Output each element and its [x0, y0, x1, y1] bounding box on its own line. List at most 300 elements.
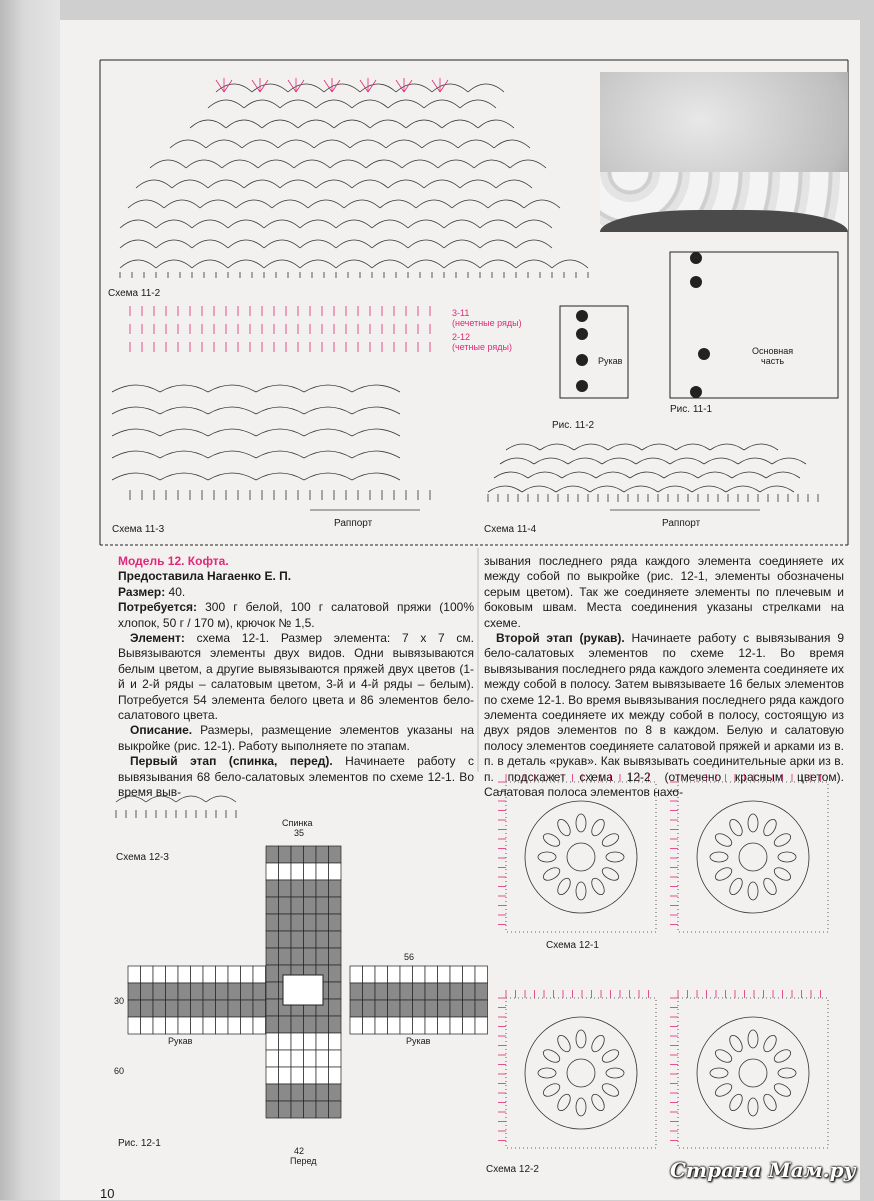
sleeve-right-label: Рукав — [406, 1036, 431, 1046]
pattern-element — [291, 931, 304, 948]
motif-petal — [727, 1033, 745, 1054]
schema-11-2-arc — [136, 180, 172, 188]
schema-11-2-arc — [352, 100, 388, 108]
motif-ring — [697, 801, 809, 913]
motif-petal — [555, 1092, 573, 1113]
fig-12-1-caption: Рис. 12-1 — [118, 1138, 161, 1149]
motif-square — [678, 998, 828, 1148]
schema-11-3-arc — [304, 429, 352, 436]
motif-petal — [576, 882, 586, 900]
pattern-element — [266, 931, 279, 948]
pattern-element — [128, 1017, 141, 1034]
pattern-element — [216, 1000, 229, 1017]
schema-11-2-arc — [422, 140, 458, 148]
pattern-element — [329, 1101, 342, 1118]
schema-11-2-arc — [164, 200, 200, 208]
motif-petal — [713, 865, 734, 883]
schema-11-3-caption: Схема 11-3 — [112, 524, 165, 535]
pattern-element — [316, 846, 329, 863]
schema-11-2-arc — [460, 100, 496, 108]
schema-11-2-arc — [352, 180, 388, 188]
schema-11-3-arc — [256, 385, 304, 392]
pattern-element — [425, 1000, 438, 1017]
motif-petal — [576, 814, 586, 832]
pattern-element — [425, 966, 438, 983]
pattern-element — [141, 1017, 154, 1034]
pattern-element — [203, 983, 216, 1000]
pattern-element — [438, 1000, 451, 1017]
pattern-element — [425, 983, 438, 1000]
element-number-badge — [690, 276, 702, 288]
pattern-element — [329, 863, 342, 880]
pattern-element — [400, 983, 413, 1000]
schema-11-2-arc — [336, 240, 372, 248]
element-number-badge — [690, 386, 702, 398]
pattern-element — [191, 1000, 204, 1017]
schema-11-2-arc — [300, 220, 336, 228]
schema-11-2-arc — [316, 100, 352, 108]
schema-11-2-arc — [222, 160, 258, 168]
schema-11-4-arc — [488, 486, 522, 492]
schema-11-3-arc — [208, 429, 256, 436]
pattern-element — [279, 1084, 292, 1101]
pattern-element — [203, 1017, 216, 1034]
schema-11-2-arc — [350, 140, 386, 148]
pattern-element — [413, 1017, 426, 1034]
schema-11-2-arc — [120, 240, 156, 248]
schema-11-2-arc — [236, 200, 272, 208]
schema-11-2-arc — [408, 240, 444, 248]
schema-11-2-arc — [388, 100, 424, 108]
pattern-element — [329, 948, 342, 965]
motif-petal — [761, 1033, 779, 1054]
schema-11-2-arc — [386, 140, 422, 148]
schema-11-2-arc — [170, 140, 206, 148]
pattern-element — [166, 1017, 179, 1034]
pattern-element — [316, 1050, 329, 1067]
pattern-element — [178, 966, 191, 983]
schema-11-3-arc — [160, 385, 208, 392]
pattern-element — [291, 948, 304, 965]
schema-11-3-arc — [160, 451, 208, 458]
pattern-element — [463, 1017, 476, 1034]
stage1-continuation: зывания последнего ряда каждого элемента соединяете их между собой по выкройке (рис. 12-1, элементы обозначены серым цветом). Так же соединяете элементы по плечевым и боковым швам. Места соединения указаны стрелками на схеме. — [484, 554, 844, 630]
pattern-element — [266, 846, 279, 863]
pattern-element — [266, 1084, 279, 1101]
schema-11-2-arc — [474, 160, 510, 168]
schema-11-2-arc — [156, 240, 192, 248]
schema-11-3-arc — [256, 429, 304, 436]
pattern-element — [279, 1067, 292, 1084]
pattern-element — [329, 846, 342, 863]
schema-11-2-arc — [314, 140, 350, 148]
schema-11-4-arc — [760, 486, 794, 492]
schema-11-4-arc — [596, 472, 630, 478]
pattern-element — [316, 1067, 329, 1084]
schema-11-3-arc — [352, 429, 400, 436]
pattern-element — [253, 966, 266, 983]
schema-11-2-arc — [244, 100, 280, 108]
pattern-element — [388, 983, 401, 1000]
stage1-value: Начинаете работу с вывязывания 68 бело-салатовых элементов по схеме 12-1. Во время выв- — [118, 754, 474, 800]
pattern-element — [266, 897, 279, 914]
schema-11-4-caption: Схема 11-4 — [484, 524, 537, 535]
motif-petal — [600, 1047, 621, 1065]
pattern-element — [178, 983, 191, 1000]
schema-11-3-arc — [112, 385, 160, 392]
pattern-element — [266, 1101, 279, 1118]
pattern-element — [388, 966, 401, 983]
element-number-badge — [576, 328, 588, 340]
description-value: Размеры, размещение элементов указаны на выкройке (рис. 12-1). Работу выполняете по этапам. — [118, 723, 474, 753]
schema-11-4-arc — [664, 472, 698, 478]
pattern-element — [413, 1000, 426, 1017]
schema-11-3-arc — [352, 451, 400, 458]
pattern-element — [413, 983, 426, 1000]
schema-11-2-arc — [480, 220, 516, 228]
even-rows-label: 2-12 (четные ряды) — [452, 332, 512, 352]
pattern-element — [463, 983, 476, 1000]
pattern-element — [266, 914, 279, 931]
element-number-badge — [690, 252, 702, 264]
pattern-element — [128, 966, 141, 983]
pattern-element — [279, 897, 292, 914]
pattern-element — [329, 931, 342, 948]
schema-11-2-arc — [334, 120, 370, 128]
pattern-element — [375, 966, 388, 983]
motif-petal — [713, 831, 734, 849]
motif-petal — [772, 865, 793, 883]
schema-11-2-arc — [336, 260, 372, 268]
motif-petal — [541, 831, 562, 849]
schema-11-3-arc — [304, 451, 352, 458]
pattern-element — [438, 966, 451, 983]
pattern-element — [279, 880, 292, 897]
pattern-element — [291, 846, 304, 863]
schema-11-4-arc — [602, 458, 636, 464]
article-column-1 — [118, 554, 474, 801]
pattern-element — [304, 914, 317, 931]
schema-11-2-arc — [444, 220, 480, 228]
pattern-element — [475, 1017, 488, 1034]
pattern-element — [463, 966, 476, 983]
schema-11-2-arc — [128, 200, 164, 208]
pattern-element — [153, 983, 166, 1000]
schema-11-2-arc — [458, 140, 494, 148]
schema-11-3-arc — [352, 473, 400, 480]
schema-11-2-arc — [552, 260, 588, 268]
pattern-element — [375, 1017, 388, 1034]
pattern-element — [266, 1033, 279, 1050]
schema-11-2-arc — [444, 240, 480, 248]
element-number-badge — [576, 310, 588, 322]
schema-11-2-arc — [264, 220, 300, 228]
pattern-element — [241, 1017, 254, 1034]
schema-11-3-arc — [304, 407, 352, 414]
schema-11-3-arc — [304, 385, 352, 392]
element-number-badge — [576, 380, 588, 392]
pattern-element — [363, 1000, 376, 1017]
pattern-element — [228, 983, 241, 1000]
schema-11-2-arc — [242, 140, 278, 148]
motif-ring — [525, 801, 637, 913]
pattern-element — [203, 966, 216, 983]
pattern-element — [216, 966, 229, 983]
pattern-element — [228, 966, 241, 983]
element-number-badge — [576, 354, 588, 366]
fig-11-2-caption: Рис. 11-2 — [552, 420, 595, 431]
pattern-element — [153, 1000, 166, 1017]
schema-11-2-arc — [192, 220, 228, 228]
pattern-element — [304, 1084, 317, 1101]
pattern-element — [304, 863, 317, 880]
site-watermark: Страна Мам.ру — [670, 1158, 856, 1182]
schema-11-2-arc — [372, 220, 408, 228]
schema-11-4-arc — [624, 486, 658, 492]
schema-11-2-arc — [478, 120, 514, 128]
pattern-element — [363, 966, 376, 983]
pattern-element — [166, 983, 179, 1000]
motif-center — [739, 1059, 767, 1087]
pattern-element — [241, 1000, 254, 1017]
motif-petal — [576, 1030, 586, 1048]
schema-11-2-arc — [294, 160, 330, 168]
motif-petal — [761, 876, 779, 897]
schema-11-4-arc — [540, 444, 574, 450]
schema-11-2-arc — [388, 180, 424, 188]
pattern-element — [228, 1000, 241, 1017]
schema-11-3-arc — [208, 473, 256, 480]
motif-ring — [525, 1017, 637, 1129]
motif-petal — [713, 1081, 734, 1099]
motif-petal — [555, 876, 573, 897]
pattern-element — [216, 983, 229, 1000]
pattern-element — [304, 948, 317, 965]
element-value: схема 12-1. Размер элемента: 7 х 7 см. Вывязываются элементы двух видов. Одни вывязываются белым цветом, а другие вывязываются пряжей двух цветов (1-й и 2-й ряды – салатовым цветом, 3-й и 4-й ряды – белым). Потребуется 54 элемента белого цвета и 86 элементов бело-салатового цвета. — [118, 631, 474, 723]
schema-11-2-arc — [408, 260, 444, 268]
sleeve-left-label: Рукав — [168, 1036, 193, 1046]
schema-11-2-arc — [228, 220, 264, 228]
schema-12-1-caption: Схема 12-1 — [546, 940, 599, 951]
schema-11-2-arc — [316, 180, 352, 188]
pattern-element — [475, 1000, 488, 1017]
pattern-element — [291, 1084, 304, 1101]
schema-11-4-arc — [766, 472, 800, 478]
pattern-element — [316, 1016, 329, 1033]
schema-11-2-arc — [190, 120, 226, 128]
pattern-element — [291, 863, 304, 880]
schema-11-3-arc — [352, 407, 400, 414]
schema-11-2-arc — [406, 120, 442, 128]
stage2-label: Второй этап (рукав). — [496, 631, 625, 646]
motif-petal — [589, 1033, 607, 1054]
pattern-element — [279, 846, 292, 863]
schema-11-3-arc — [304, 473, 352, 480]
pattern-element — [363, 1017, 376, 1034]
dim-42: 42 — [294, 1146, 305, 1156]
pattern-element — [291, 897, 304, 914]
schema-11-3-arc — [112, 429, 160, 436]
schema-11-2-arc — [280, 100, 316, 108]
schema-11-2-arc — [380, 200, 416, 208]
schema-11-4-arc — [574, 444, 608, 450]
schema-11-2-arc — [226, 120, 262, 128]
schema-11-2-arc — [424, 180, 460, 188]
pattern-element — [266, 880, 279, 897]
schema-11-4-arc — [556, 486, 590, 492]
schema-11-4-arc — [710, 444, 744, 450]
motif-center — [567, 1059, 595, 1087]
schema-11-2-arc — [344, 200, 380, 208]
schema-11-2-arc — [200, 200, 236, 208]
pattern-element — [304, 1016, 317, 1033]
pattern-element — [166, 966, 179, 983]
size-value: 40. — [165, 584, 186, 599]
pattern-element — [141, 966, 154, 983]
pattern-element — [279, 931, 292, 948]
pattern-element — [178, 1017, 191, 1034]
rapport-label-11-4: Раппорт — [662, 518, 701, 529]
pattern-element — [291, 914, 304, 931]
motif-petal — [748, 1098, 758, 1116]
schema-11-2-arc — [460, 180, 496, 188]
pattern-element — [450, 966, 463, 983]
schema-11-2-arc — [438, 160, 474, 168]
pattern-element — [316, 914, 329, 931]
size-label: Размер: — [118, 584, 166, 599]
schema-11-4-arc — [732, 472, 766, 478]
pattern-element — [266, 965, 279, 982]
fig-11-1-caption: Рис. 11-1 — [670, 404, 713, 415]
schema-11-3-arc — [256, 407, 304, 414]
motif-petal — [710, 852, 728, 862]
pattern-element — [350, 983, 363, 1000]
fig-11-2-outline — [560, 306, 628, 398]
schema-11-3-arc — [256, 473, 304, 480]
pattern-element — [279, 1033, 292, 1050]
pattern-element — [304, 1050, 317, 1067]
schema-11-4-arc — [642, 444, 676, 450]
schema-11-3-arc — [208, 385, 256, 392]
motif-square — [506, 998, 656, 1148]
pattern-element — [304, 1101, 317, 1118]
schema-11-2-arc — [228, 260, 264, 268]
pattern-element — [400, 1017, 413, 1034]
motif-petal — [538, 852, 556, 862]
pattern-element — [304, 880, 317, 897]
motif-center — [739, 843, 767, 871]
pattern-element — [329, 1050, 342, 1067]
motif-petal — [541, 1047, 562, 1065]
pattern-element — [316, 931, 329, 948]
schema-11-3-arc — [256, 451, 304, 458]
schema-11-4-arc — [676, 444, 710, 450]
pattern-element — [350, 1017, 363, 1034]
schema-11-2-arc — [300, 260, 336, 268]
motif-petal — [555, 1033, 573, 1054]
motif-square — [678, 782, 828, 932]
pattern-element — [425, 1017, 438, 1034]
schema-11-2-arc — [496, 180, 532, 188]
motif-petal — [541, 865, 562, 883]
motif-petal — [727, 817, 745, 838]
schema-11-2-arc — [150, 160, 186, 168]
motif-petal — [541, 1081, 562, 1099]
pattern-element — [291, 1067, 304, 1084]
pattern-element — [266, 982, 279, 999]
motif-petal — [576, 1098, 586, 1116]
schema-11-4-arc — [698, 472, 732, 478]
schema-12-2-caption: Схема 12-2 — [486, 1164, 539, 1175]
schema-12-3-caption: Схема 12-3 — [116, 852, 169, 863]
schema-11-2-arc — [156, 260, 192, 268]
article-author: Предоставила Нагаенко Е. П. — [118, 569, 292, 584]
pattern-element — [279, 914, 292, 931]
pattern-element — [375, 983, 388, 1000]
pattern-element — [304, 1067, 317, 1084]
pattern-element — [279, 863, 292, 880]
schema-11-3-arc — [112, 473, 160, 480]
schema-11-2-arc — [156, 220, 192, 228]
pattern-element — [128, 1000, 141, 1017]
schema-11-3-arc — [160, 473, 208, 480]
schema-11-4-arc — [494, 472, 528, 478]
pattern-element — [438, 983, 451, 1000]
pattern-element — [216, 1017, 229, 1034]
schema-11-2-arc — [272, 200, 308, 208]
pattern-element — [316, 897, 329, 914]
schema-11-2-arc — [336, 220, 372, 228]
schema-11-2-arc — [516, 220, 552, 228]
pattern-element — [316, 880, 329, 897]
schema-11-4-arc — [658, 486, 692, 492]
stage2-value: Начинаете работу с вывязывания 9 бело-салатовых элементов по схеме 12-1. Во время вывязывания последнего ряда каждого элемента соединяете их между собой в полосу. Затем вывязываете 16 белых элементов по схеме 12-1. Во время вывязывания последнего ряда каждого элемента соединяете их между собой в полосу, состоящую из двух рядов элементов по 8 в каждом. Белую и салатовую полосу элементов соединяете салатовой пряжей и арками из в. п. в деталь «рукав». Как вывязывать соединительные арки из в. п. подскажет схема 12-2 (отмечено красным цветом). Салатовая полоса элементов нахо- — [484, 631, 845, 800]
pattern-element — [329, 1016, 342, 1033]
element-number-badge — [698, 348, 710, 360]
schema-11-2-arc — [206, 140, 242, 148]
pattern-element — [228, 1017, 241, 1034]
schema-11-2-arc — [262, 120, 298, 128]
motif-petal — [606, 1068, 624, 1078]
motif-petal — [727, 1092, 745, 1113]
schema-11-2-caption: Схема 11-2 — [108, 288, 161, 299]
schema-11-2-arc — [402, 160, 438, 168]
pattern-element — [316, 1084, 329, 1101]
pattern-element — [279, 1016, 292, 1033]
motif-petal — [538, 1068, 556, 1078]
motif-petal — [606, 852, 624, 862]
pattern-element — [291, 1101, 304, 1118]
schema-11-2-arc — [172, 180, 208, 188]
motif-petal — [710, 1068, 728, 1078]
pattern-element — [304, 846, 317, 863]
pattern-element — [253, 1017, 266, 1034]
pattern-element — [304, 897, 317, 914]
schema-11-3-arc — [112, 451, 160, 458]
schema-11-2-arc — [192, 260, 228, 268]
schema-11-2-arc — [300, 240, 336, 248]
pattern-element — [291, 880, 304, 897]
schema-11-2-arc — [444, 260, 480, 268]
pattern-element — [329, 880, 342, 897]
schema-11-2-arc — [280, 180, 316, 188]
schema-11-2-arc — [330, 160, 366, 168]
schema-11-2-arc — [264, 260, 300, 268]
schema-11-3-arc — [208, 451, 256, 458]
motif-square — [506, 782, 656, 932]
pattern-element — [316, 948, 329, 965]
pattern-element — [279, 1050, 292, 1067]
